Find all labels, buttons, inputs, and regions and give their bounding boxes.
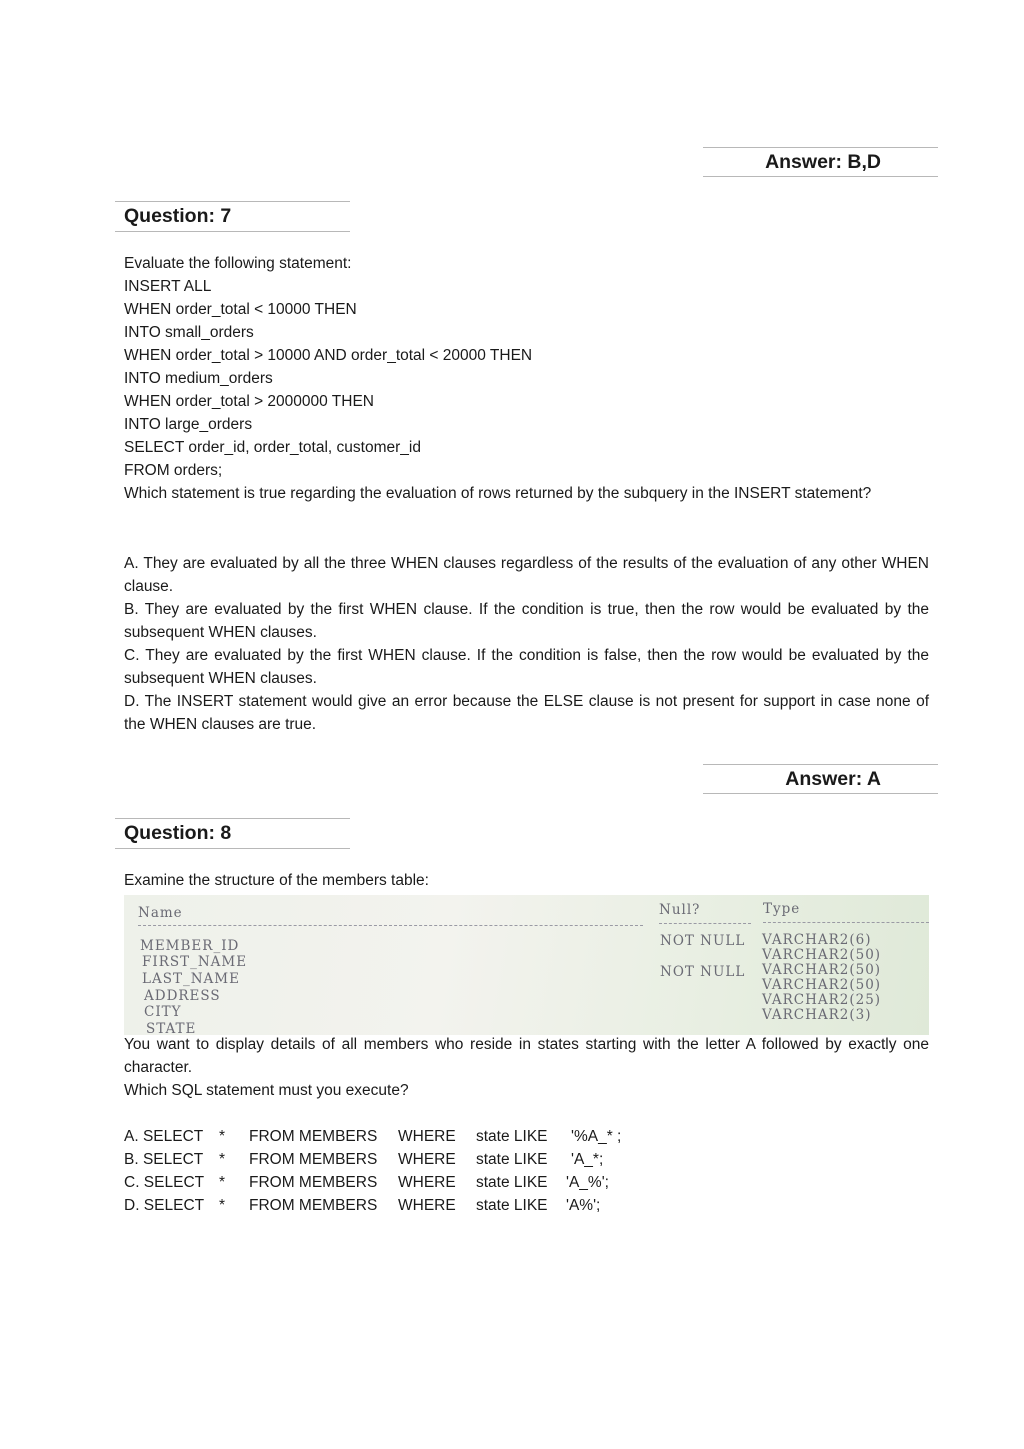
option-where: WHERE bbox=[398, 1151, 456, 1168]
option-star: * bbox=[219, 1174, 226, 1191]
table-row-name: LAST_NAME bbox=[142, 971, 240, 987]
q7-line: WHEN order_total > 2000000 THEN bbox=[124, 393, 374, 410]
table-header-divider bbox=[763, 922, 929, 923]
question-8-title: Question: 8 bbox=[124, 822, 232, 844]
q7-line: INTO medium_orders bbox=[124, 370, 273, 387]
option-label: C. SELECT bbox=[124, 1174, 205, 1191]
table-row-name: FIRST_NAME bbox=[142, 954, 248, 970]
q7-answer-box bbox=[703, 764, 938, 794]
q7-option-d: D. The INSERT statement would give an error because the ELSE clause is not present for support in case none of the WHEN clauses are true. bbox=[124, 693, 929, 733]
option-where: WHERE bbox=[398, 1128, 456, 1145]
q8-question: Which SQL statement must you execute? bbox=[124, 1082, 409, 1099]
option-label: D. SELECT bbox=[124, 1197, 205, 1214]
option-label: B. SELECT bbox=[124, 1151, 204, 1168]
option-value: 'A_*; bbox=[571, 1151, 604, 1168]
previous-answer-box bbox=[703, 147, 938, 177]
q7-answer: Answer: A bbox=[785, 768, 881, 790]
option-from: FROM MEMBERS bbox=[249, 1174, 378, 1191]
table-row-name: STATE bbox=[146, 1021, 197, 1035]
option-cond: state LIKE bbox=[476, 1174, 548, 1191]
q7-line: INSERT ALL bbox=[124, 278, 212, 295]
table-row-type: VARCHAR2(3) bbox=[762, 1007, 872, 1023]
table-row-type: VARCHAR2(50) bbox=[762, 947, 882, 963]
q7-line: FROM orders; bbox=[124, 462, 223, 479]
table-header-divider bbox=[138, 925, 643, 926]
option-where: WHERE bbox=[398, 1174, 456, 1191]
members-table-screenshot bbox=[124, 895, 929, 1035]
option-cond: state LIKE bbox=[476, 1151, 548, 1168]
table-row-null: NOT NULL bbox=[660, 964, 746, 980]
table-row-type: VARCHAR2(50) bbox=[762, 977, 882, 993]
table-header-null: Null? bbox=[659, 902, 701, 918]
table-header-divider bbox=[659, 923, 751, 924]
q7-prompt: Which statement is true regarding the evaluation of rows returned by the subquery in the INSERT statement? bbox=[124, 485, 872, 502]
q7-line: INTO large_orders bbox=[124, 416, 253, 433]
table-row-type: VARCHAR2(25) bbox=[762, 992, 882, 1008]
table-row-name: CITY bbox=[144, 1004, 182, 1020]
table-row-name: ADDRESS bbox=[144, 988, 221, 1004]
table-header-name: Name bbox=[138, 905, 183, 921]
question-8-heading bbox=[115, 818, 350, 849]
option-where: WHERE bbox=[398, 1197, 456, 1214]
q7-line: WHEN order_total > 10000 AND order_total < 20000 THEN bbox=[124, 347, 533, 364]
q7-line: WHEN order_total < 10000 THEN bbox=[124, 301, 357, 318]
table-row-type: VARCHAR2(50) bbox=[762, 962, 882, 978]
option-star: * bbox=[219, 1197, 226, 1214]
option-cond: state LIKE bbox=[476, 1197, 548, 1214]
option-cond: state LIKE bbox=[476, 1128, 548, 1145]
table-row-null: NOT NULL bbox=[660, 933, 746, 949]
option-value: 'A_%'; bbox=[566, 1174, 609, 1191]
table-header-type: Type bbox=[763, 901, 801, 917]
option-star: * bbox=[219, 1128, 226, 1145]
q8-prompt: You want to display details of all members who reside in states starting with the letter A followed by exactly one character. bbox=[124, 1036, 929, 1076]
option-value: 'A%'; bbox=[566, 1197, 601, 1214]
q8-intro: Examine the structure of the members table: bbox=[124, 872, 429, 889]
q7-line: Evaluate the following statement: bbox=[124, 255, 352, 272]
option-from: FROM MEMBERS bbox=[249, 1197, 378, 1214]
option-from: FROM MEMBERS bbox=[249, 1128, 378, 1145]
table-row-name: MEMBER_ID bbox=[140, 938, 240, 954]
option-from: FROM MEMBERS bbox=[249, 1151, 378, 1168]
previous-answer: Answer: B,D bbox=[765, 151, 881, 173]
option-label: A. SELECT bbox=[124, 1128, 204, 1145]
question-7-title: Question: 7 bbox=[124, 205, 232, 227]
question-7-heading bbox=[115, 201, 350, 232]
option-value: '%A_* ; bbox=[571, 1128, 622, 1145]
q7-line: SELECT order_id, order_total, customer_id bbox=[124, 439, 421, 456]
q7-option-a: A. They are evaluated by all the three WHEN clauses regardless of the results of the evaluation of any other WHEN clause. bbox=[124, 555, 929, 595]
q7-option-c: C. They are evaluated by the first WHEN clause. If the condition is false, then the row would be evaluated by the subsequent WHEN clauses. bbox=[124, 647, 929, 687]
option-star: * bbox=[219, 1151, 226, 1168]
table-row-type: VARCHAR2(6) bbox=[762, 932, 872, 948]
q7-line: INTO small_orders bbox=[124, 324, 254, 341]
q7-option-b: B. They are evaluated by the first WHEN clause. If the condition is true, then the row would be evaluated by the subsequent WHEN clauses. bbox=[124, 601, 929, 641]
